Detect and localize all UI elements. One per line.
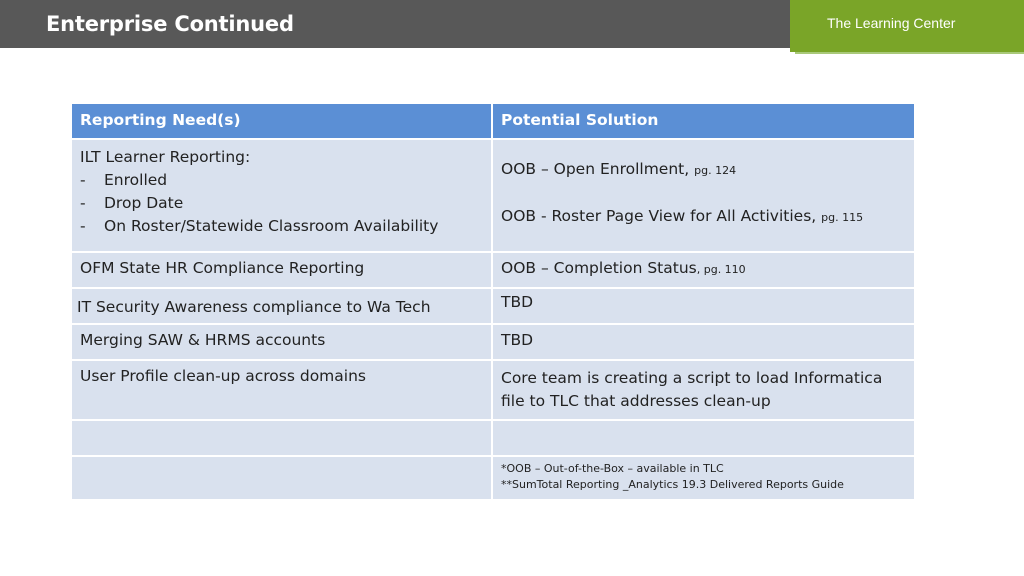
- table-row: [72, 421, 914, 457]
- solution-line: OOB – Open Enrollment, pg. 124: [501, 160, 737, 178]
- footnote: **SumTotal Reporting _Analytics 19.3 Delivered Reports Guide: [501, 478, 844, 491]
- solution-cell: TBD: [493, 325, 914, 359]
- learning-center-label: The Learning Center: [827, 15, 956, 31]
- need-bullet: - Enrolled: [80, 171, 168, 189]
- table-row: [72, 140, 914, 253]
- need-cell: [72, 421, 493, 455]
- table-row: [72, 325, 914, 361]
- solution-line: OOB - Roster Page View for All Activities, pg. 115: [501, 207, 864, 225]
- need-cell: OFM State HR Compliance Reporting: [72, 253, 493, 287]
- table-row: [72, 289, 914, 325]
- table-row: [72, 457, 914, 499]
- need-cell: [72, 457, 493, 499]
- footnotes-cell: [493, 457, 914, 499]
- column-header-solution: Potential Solution: [493, 104, 914, 138]
- solution-cell: [493, 140, 914, 251]
- need-bullet: - On Roster/Statewide Classroom Availability: [80, 217, 439, 235]
- solution-cell: OOB – Completion Status, pg. 110: [493, 253, 914, 287]
- solution-cell: Core team is creating a script to load Informatica file to TLC that addresses clean-up: [493, 361, 914, 419]
- need-title: ILT Learner Reporting:: [80, 148, 251, 166]
- table-header-row: [72, 104, 914, 140]
- need-bullet: - Drop Date: [80, 194, 184, 212]
- need-cell: User Profile clean-up across domains: [72, 361, 493, 419]
- need-cell: IT Security Awareness compliance to Wa Tech: [72, 289, 493, 323]
- solution-cell: TBD: [493, 289, 914, 323]
- need-cell: Merging SAW & HRMS accounts: [72, 325, 493, 359]
- footnote: *OOB – Out-of-the-Box – available in TLC: [501, 462, 724, 475]
- reporting-table: [72, 104, 914, 499]
- solution-cell: [493, 421, 914, 455]
- table-row: [72, 253, 914, 289]
- column-header-needs: Reporting Need(s): [72, 104, 493, 138]
- need-cell: [72, 140, 493, 251]
- page-title: Enterprise Continued: [46, 12, 294, 36]
- table-row: [72, 361, 914, 421]
